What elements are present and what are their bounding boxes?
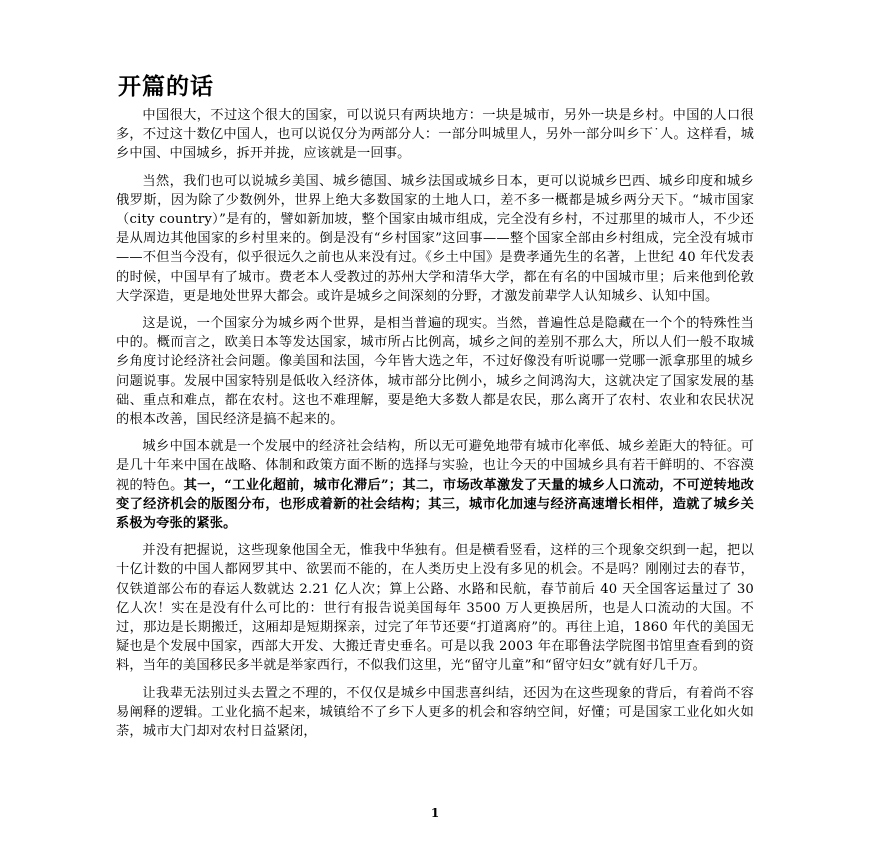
paragraph-6: 让我辈无法别过头去置之不理的，不仅仅是城乡中国悲喜纠结，还因为在这些现象的背后，有着尚不容易阐释的逻辑。工业化搞不起来，城镇给不了乡下人更多的机会和容纳空间，好懂；可是国家工业化如火如荼，城市大门却对农村日益紧闭， (116, 685, 754, 740)
paragraph-4-text: 城乡中国本就是一个发展中的经济社会结构，所以无可避免地带有城市化率低、城乡差距大的特征。可是几十年来中国在战略、体制和政策方面不断的选择与实验，也让今天的中国城乡具有若干鲜明的、不容漠视的特色。 (116, 439, 754, 493)
paragraph-4-bold-text: 其一，“工业化超前，城市化滞后”；其二，市场改革激发了天量的城乡人口流动，不可逆转地改变了经济机会的版图分布，也形成着新的社会结构；其三，城市化加速与经济高速增长相伴，造就了城乡关系极为夸张的紧张。 (116, 477, 754, 532)
page-number: 1 (430, 806, 440, 820)
paragraph-1: 中国很大，不过这个很大的国家，可以说只有两块地方：一块是城市，另外一块是乡村。中国的人口很多，不过这十数亿中国人，也可以说仅分为两部分人：一部分叫城里人，另外一部分叫乡下˙人。这样看，城乡中国、中国城乡，拆开并拢，应该就是一回事。 (116, 108, 754, 162)
body-text (116, 106, 754, 749)
paragraph-2: 当然，我们也可以说城乡美国、城乡德国、城乡法国或城乡日本，更可以说城乡巴西、城乡印度和城乡俄罗斯，因为除了少数例外，世界上绝大多数国家的土地人口，差不多一概都是城乡两分天下。“城市国家（city country）”是有的，譬如新加坡，整个国家由城市组成，完全没有乡村，不过那里的城市人，不少还是从周边其他国家的乡村里来的。倒是没有“乡村国家”这回事——整个国家全部由乡村组成，完全没有城市——不但当今没有，似乎很远久之前也从来没有过。《乡土中国》是费孝通先生的名著，上世纪 40 年代发表的时候，中国早有了城市。费老本人受教过的苏州大学和清华大学，都在有名的中国城市里；后来他到伦敦大学深造，更是地处世界大都会。或许是城乡之间深刻的分野，才激发前辈学人认知城乡、认知中国。 (116, 173, 754, 304)
paragraph-4 (116, 437, 754, 533)
paragraph-3: 这是说，一个国家分为城乡两个世界，是相当普遍的现实。当然，普遍性总是隐藏在一个个的特殊性当中的。概而言之，欧美日本等发达国家，城市所占比例高，城乡之间的差别不那么大，所以人们一般不取城乡角度讨论经济社会问题。像美国和法国，今年皆大选之年，不过好像没有听说哪一党哪一派拿那里的城乡问题说事。发展中国家特别是低收入经济体，城市部分比例小，城乡之间鸿沟大，这就决定了国家发展的基础、重点和难点，都在农村。这也不难理解，要是绝大多数人都是农民，那么离开了农村、农业和农民状况的根本改善，国民经济是搞不起来的。 (116, 316, 754, 428)
paragraph-5: 并没有把握说，这些现象他国全无，惟我中华独有。但是横看竖看，这样的三个现象交织到一起，把以十亿计数的中国人都网罗其中、欲罢而不能的，在人类历史上没有多见的机会。不是吗？刚刚过去的春节，仅铁道部公布的春运人数就达 2.21 亿人次；算上公路、水路和民航，春节前后 40 天全国客运量过了 30 亿人次！实在是没有什么可比的：世行有报告说美国每年 3500 万人更换居所，也是人口流动的大国。不过，那边是长期搬迁，这厢却是短期探亲，过完了年节还要“打道离府”的。再往上追，1860 年代的美国无疑也是个发展中国家，西部大开发、大搬迁青史垂名。可是以我 2003 年在耶鲁法学院图书馆里查看到的资料，当年的美国移民多半就是举家西行，不似我们这里，光“留守儿童”和“留守妇女”就有好几千万。 (116, 543, 754, 674)
page-title: 开篇的话 (118, 74, 214, 100)
